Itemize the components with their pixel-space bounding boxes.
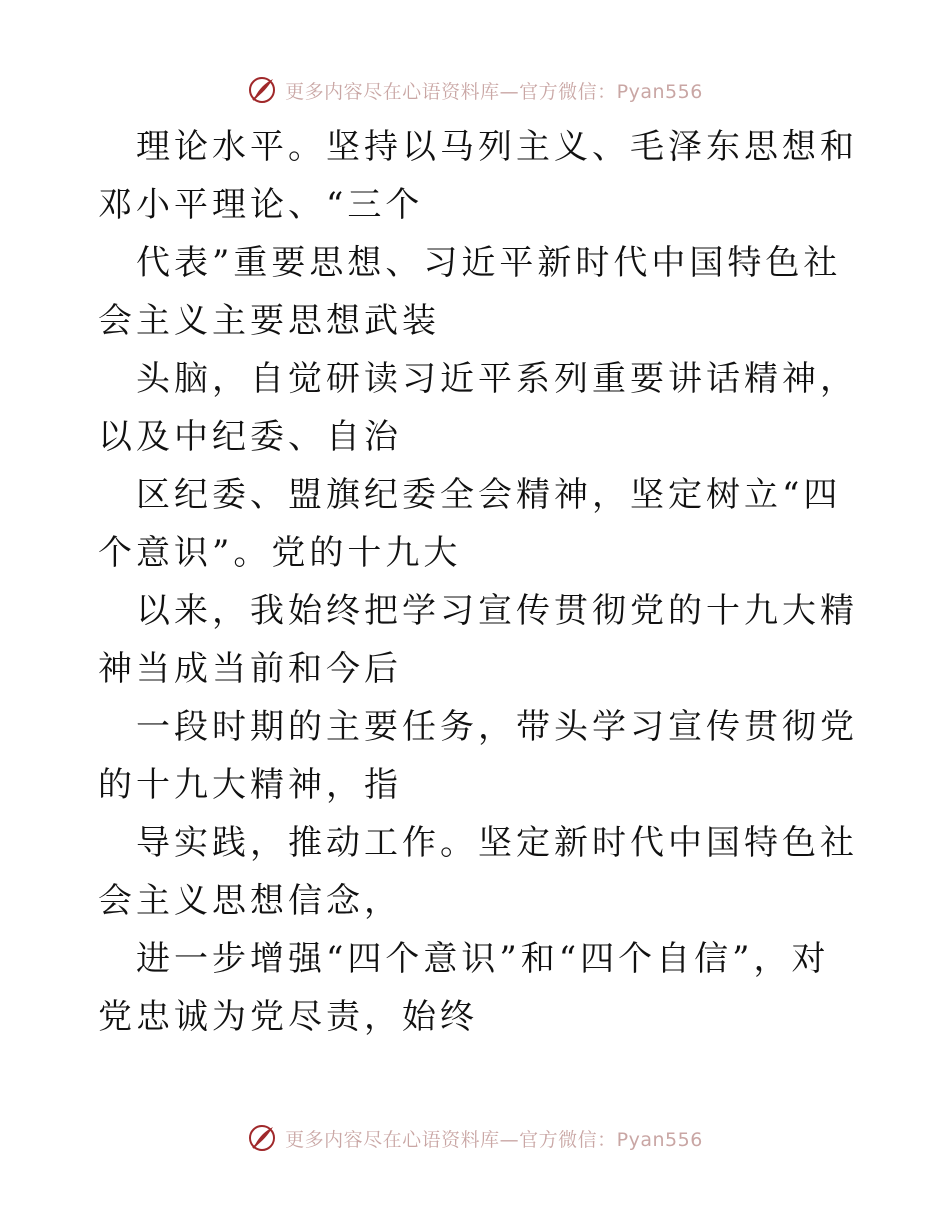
paragraph: 头脑，自觉研读习近平系列重要讲话精神，以及中纪委、自治 xyxy=(98,359,858,457)
watermark-text: 更多内容尽在心语资料库—官方微信：Pyan556 xyxy=(285,1128,703,1151)
paragraph: 理论水平。坚持以马列主义、毛泽东思想和邓小平理论、“三个 xyxy=(98,127,858,225)
header-watermark xyxy=(0,70,950,110)
paragraph: 进一步增强“四个意识”和“四个自信”，对党忠诚为党尽责，始终 xyxy=(98,939,830,1037)
paragraph: 以来，我始终把学习宣传贯彻党的十九大精神当成当前和今后 xyxy=(98,591,858,689)
paragraph: 一段时期的主要任务，带头学习宣传贯彻党的十九大精神，指 xyxy=(98,707,858,805)
quill-logo-icon xyxy=(247,1123,277,1153)
paragraph: 导实践，推动工作。坚定新时代中国特色社会主义思想信念， xyxy=(98,823,858,921)
paragraph: 代表”重要思想、习近平新时代中国特色社会主义主要思想武装 xyxy=(98,243,842,341)
watermark-text: 更多内容尽在心语资料库—官方微信：Pyan556 xyxy=(285,80,703,103)
document-body xyxy=(98,118,858,1046)
paragraph: 区纪委、盟旗纪委全会精神，坚定树立“四个意识”。党的十九大 xyxy=(98,475,842,573)
quill-logo-icon xyxy=(247,75,277,105)
footer-watermark xyxy=(0,1118,950,1158)
